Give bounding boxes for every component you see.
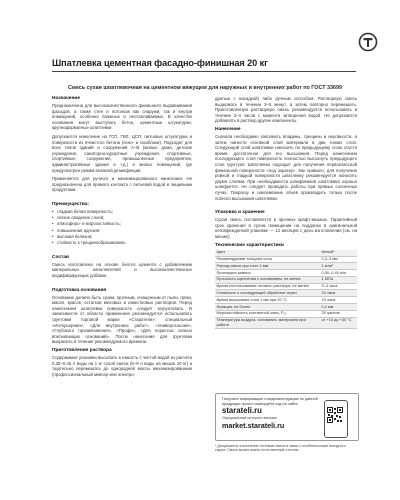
table-row [215, 256, 357, 263]
product-subtitle: Смесь сухая шпатлевочная на цементном вяжущем для наружных и внутренних работ по ГОСТ 33699 [68, 85, 343, 91]
spec-name: Готовность к последующей обработке через [215, 290, 320, 297]
spec-name: Время использования готового раствора, не менее [215, 283, 320, 290]
advantages-heading: Преимущества: [52, 202, 89, 207]
composition-text: Смесь изготовлена на основе белого цемента с добавлением минеральных наполнителей и высококачественных модифицирующих добавок. [52, 261, 192, 278]
spec-value: 3–4 часа [320, 283, 357, 290]
table-row [215, 270, 357, 277]
table-row [215, 297, 357, 304]
spec-value: 0,30–0,45 л/кг [320, 270, 357, 277]
promo-text: Получите информацию и видеоинструкцию по данной продукции просто сканируйте код на сайте: [222, 397, 318, 406]
spec-value: 1 кг/м² [320, 263, 357, 270]
spec-value: 25 циклов [320, 310, 357, 317]
spec-name: Время высыхания слоя 1 мм при 20 °С [215, 297, 320, 304]
phone-icon [324, 400, 348, 438]
mixing-heading: Приготовление раствора [52, 347, 112, 353]
footnote: * Допускается отклонение оттенков смеси в связи с особенностями исходного сырья. Смесь может иметь естественный оттенок. [215, 444, 346, 453]
title-divider [52, 71, 356, 72]
spec-value: белый* [320, 250, 357, 256]
product-title: Шпатлевка цементная фасадно-финишная 20 кг [52, 58, 268, 68]
market-link[interactable]: market.starateli.ru [222, 421, 285, 430]
spec-name: Прочность сцепления с основанием, не менее [215, 276, 320, 283]
list-item: • легкое сведение слоев; [52, 215, 192, 221]
spec-name: Рекомендуемая толщина слоя [215, 256, 320, 263]
application-heading: Нанесение [215, 126, 241, 132]
mixing-text: Содержимое упаковки высыпать в емкость с чистой водой из расчета 0,30–0,45 л воды на 1 кг сухой смеси (6–9 л воды на мешок 20 кг) и тщательно перемешать до однородной массы механизированным (профессиональный миксер или электро- [52, 355, 192, 377]
website-link[interactable]: starateli.ru [222, 406, 262, 415]
specs-heading: Технические характеристики [215, 242, 284, 248]
spec-name: Цвет [215, 250, 320, 256]
table-row [215, 276, 357, 283]
table-row [215, 263, 357, 270]
spec-name: Пропорция замеса [215, 270, 320, 277]
list-item: • атмосферо- и морозостойкость; [52, 221, 192, 227]
list-item: • стойкость к трещинообразованию. [52, 240, 192, 246]
table-row [215, 290, 357, 297]
spec-name: Фракция, не более [215, 304, 320, 311]
website-promo-box [215, 393, 359, 441]
purpose-paragraph-3: Применяется для ручного и механизированного нанесения. Не предназначена для прямого контакта с питьевой водой и пищевыми продуктами. [52, 176, 192, 193]
table-row [215, 283, 357, 290]
certification-mark-icon [358, 32, 378, 52]
right-column [215, 96, 357, 329]
spec-name: Морозостойкость контактной зоны, F₂₀ [215, 310, 320, 317]
spec-name: Температура воздуха, основания, материала при работе [215, 317, 320, 328]
shop-caption: Официальный интернет-магазин [222, 416, 277, 420]
table-row [215, 310, 357, 317]
spec-value: 24 часа [320, 297, 357, 304]
list-item: • повышенная адгезия; [52, 228, 192, 234]
table-row [215, 304, 357, 311]
packaging-heading: Упаковка и хранение [215, 210, 265, 216]
spec-name: Расход смеси при слое 1 мм [215, 263, 320, 270]
mixing-continued-text: дрелью с насадкой) либо ручным способом. Растворную смесь выдержать в течение 3–5 минут, а затем повторно перемешать. Приготовленную растворную смесь рекомендуется использовать в течение 3–4 часов с момента затворения водой. Не допускается добавлять в раствор другие компоненты. [215, 96, 357, 124]
spec-value: 1 МПа [320, 276, 357, 283]
spec-value: 0,2 мм [320, 304, 357, 311]
advantages-list [52, 209, 192, 246]
spec-value: 24 часа [320, 290, 357, 297]
prep-heading: Подготовка основания [52, 287, 107, 293]
purpose-paragraph-2: Допускается нанесение на ГСП, ГВЛ, ЦСП, гипсовые штукатурки и поверхности из ячеистого бетона (пено- и газоблоки). Подходит для всех типов зданий и сооружений А–В (жилые дома, детские учреждения, санаторно-курортные учреждения, спортивные, спортивные сооружения, промышленные предприятия, административные здания и т.д.) и жилых помещений, где предусмотрен режим влажной дезинфекции. [52, 134, 192, 173]
prep-text: Основание должно быть сухим, прочным, очищенным от пыли, грязи, масел, красок, остатков меловых и известковых растворов. Перед нанесением шпатлевки поверхность следует загрунтовать. В зависимости от области применения рекомендуется использовать грунтовки торговой марки «Старатели»: специальный «Интерьерная», «Для внутренних работ», «Универсальная», «Глубокого проникновения», «Профи», «Для пористых сильно впитывающих оснований». После нанесения для грунтовки выкрасить в течение рекомендуемого времени. [52, 294, 192, 345]
composition-heading: Состав [52, 254, 69, 260]
list-item: • высокая белизна; [52, 234, 192, 240]
application-text: Сначала необходимо заполнить впадины, трещины и неровности, а затем нанести основной слой материала в два тонких слоя. Следующий слой шпатлевки наносить по предыдущему слою спустя время, достаточное для его высыхания. Перед нанесением последующего слоя поверхность полностью высохнуть предыдущего слоя грунтуют. Шпатлевка подходит для получения первоклассной финальной поверхности «под окраску». Как правило, для получения ровной и гладкой поверхности шпатлевку рекомендуется наносить двумя слоями. При необходимости шлифования шпатлевка хорошо шлифуется. Не следует проводить работы при прямых солнечных лучах. Покраску и наклеивание обоев производить только после полного высыхания шпатлевки. [215, 134, 357, 201]
purpose-paragraph-1: Предназначена для высококачественного финишного выравнивания фасадов, а также стен и потолков как снаружи, так и внутри помещений, особенно влажных и неотапливаемых. В качестве основания могут выступать бетон, цементные штукатурки, крупноформатные шпатлевки. [52, 103, 192, 131]
left-column [52, 96, 192, 380]
spec-value: 0,3–3 мм [320, 256, 357, 263]
list-item: • гладкая белая поверхность; [52, 209, 192, 215]
qr-code-icon [327, 407, 343, 423]
specs-table [215, 250, 357, 329]
spec-value: от +10 до +30 °С [320, 317, 357, 328]
purpose-heading: Назначение [52, 96, 80, 101]
table-row [215, 317, 357, 328]
packaging-text: Сухая смесь поставляется в прочных крафт-мешках. Гарантийный срок хранения в сухом помещении на поддонах в оригинальной неповрежденной упаковке — 12 месяцев с даты изготовления (см. на мешке). [215, 217, 357, 240]
